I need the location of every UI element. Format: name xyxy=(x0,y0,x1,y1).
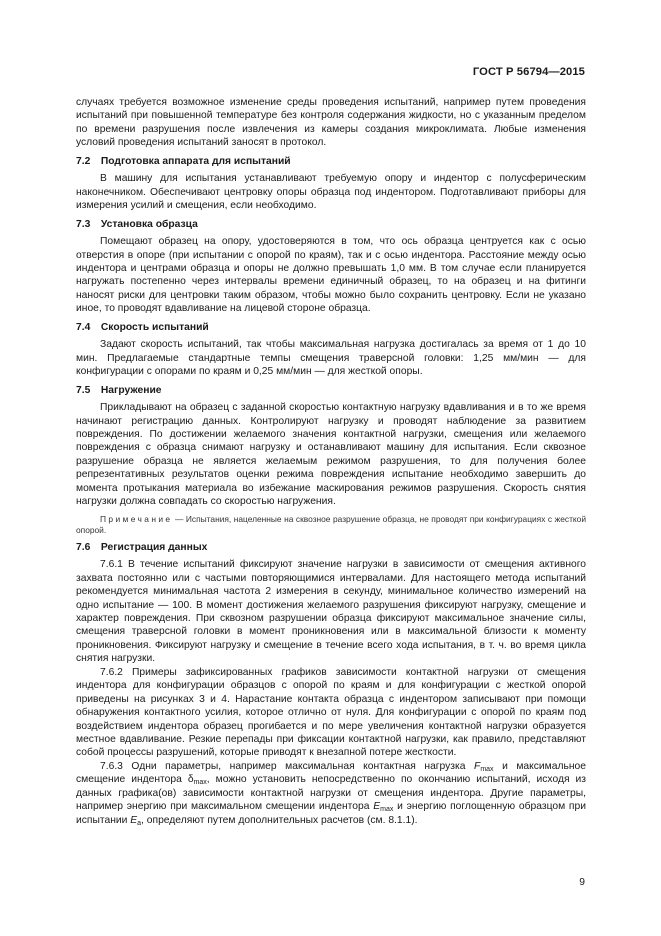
section-7-3-paragraph: Помещают образец на опору, удостоверяются в том, что ось образца центруется как с осью отверстия в опоре (при испытании с опорой по краям), так и с осью индентора. Расстояние между осью индентора и центрами образца и опоры не должно превышать 1,0 мм. В том случае если планируется нагружать постепенно через интервалы времени единичный образец, то на образец и на фитинги наносят риски для центровки таким образом, чтобы можно было сохранить центровку. Если не указано иное, то проводят вдавливание на лицевой стороне образца. xyxy=(76,236,586,315)
note-label: Примечание xyxy=(100,513,173,524)
section-title: Нагружение xyxy=(100,384,162,396)
page-content xyxy=(76,96,586,827)
document-header: ГОСТ Р 56794—2015 xyxy=(472,66,585,78)
section-number: 7.3 xyxy=(76,218,91,230)
section-7-2-paragraph: В машину для испытания устанавливают требуемую опору и индентор с полусферическим наконечником. Обеспечивают центровку опоры образца под индентором. Подготавливают приборы для измерения усилий и смещения, если необходимо. xyxy=(76,173,586,212)
subscript: max xyxy=(193,779,207,787)
section-7-5-heading xyxy=(76,384,586,397)
section-number: 7.6 xyxy=(76,541,91,553)
section-7-6-3-paragraph xyxy=(76,760,586,827)
section-number: 7.2 xyxy=(76,155,91,167)
section-7-6-1-paragraph: 7.6.1 В течение испытаний фиксируют значение нагрузки в зависимости от смещения активного захвата постоянно или с частыми повторяющимися интервалами. Для настоящего метода испытаний рекомендуется минимальная частота 2 измерения в секунду, минимальное количество измерений на одно испытание — 100. В момент достижения желаемого разрушения фиксируют нагрузку, смещение и характер повреждения. При сквозном разрушении образца фиксируют максимальное значение силы, смещения траверсной головки в момент проникновения или в максимальной близости к моменту проникновения. Фиксируют нагрузку и смещение в течение всего хода испытания, в т. ч. во время цикла снятия нагрузки. xyxy=(76,559,586,665)
text-run: и энергию поглощенную образцом при испытании xyxy=(76,801,586,826)
symbol-e: E xyxy=(373,801,381,813)
section-7-6-heading xyxy=(76,541,586,554)
section-title: Установка образца xyxy=(100,218,198,230)
section-7-4-paragraph: Задают скорость испытаний, так чтобы максимальная нагрузка достигалась за время от 1 до 10 мин. Предлагаемые стандартные темпы смещения траверсной головки: 1,25 мм/мин — для конфигурации с опорами по краям и 0,25 мм/мин — для жесткой опоры. xyxy=(76,339,586,378)
note xyxy=(76,514,586,536)
section-7-5-paragraph: Прикладывают на образец с заданной скоростью контактную нагрузку вдавливания и в то же время начинают регистрацию данных. Контролируют нагрузку и проводят наблюдение за развитием повреждения. По достижении желаемого значения контактной нагрузки, смещения или желаемого повреждения с образца снимают нагрузку и останавливают машину для испытания. Если сквозное разрушение образца не является желаемым режимом разрушения, то для получения более репрезентативных результатов оценки режима повреждения испытание необходимо завершить до момента протыкания материала во избежание маскирования режимов разрушения. Скорость снятия нагрузки должна совпадать со скоростью нагружения. xyxy=(76,402,586,508)
subscript: max xyxy=(380,806,394,814)
section-7-3-heading xyxy=(76,218,586,231)
symbol-e-a: E xyxy=(130,814,138,826)
section-number: 7.5 xyxy=(76,384,91,396)
section-7-4-heading xyxy=(76,321,586,334)
page-number: 9 xyxy=(579,877,585,888)
symbol-f: F xyxy=(474,760,481,772)
text-run: , определяют путем дополнительных расчетов (см. 8.1.1). xyxy=(141,814,418,826)
section-title: Скорость испытаний xyxy=(100,321,209,333)
text-run: и максимальное смещение индентора xyxy=(76,760,586,786)
note-text: — Испытания, нацеленные на сквозное разрушение образца, не проводят при конфигурациях с жесткой опорой. xyxy=(76,513,587,535)
text-run: 7.6.3 Одни параметры, например максимальная контактная нагрузка xyxy=(100,760,475,772)
section-title: Регистрация данных xyxy=(100,541,208,553)
text-run: , можно установить непосредственно по окончанию испытаний, исходя из данных графика(ов) зависимости контактной нагрузки от смещения индентора. Другие параметры, например энергию при максимальном смещении индентора xyxy=(76,774,586,813)
intro-paragraph: случаях требуется возможное изменение среды проведения испытаний, например путем проведения испытаний при повышенной температуре без контроля содержания жидкости, но с указанным пределом по времени разрушения после извлечения из камеры создания микроклимата. Любые изменения условий проведения испытаний заносят в протокол. xyxy=(76,97,586,149)
section-title: Подготовка аппарата для испытаний xyxy=(100,155,291,167)
subscript: a xyxy=(137,819,142,827)
section-7-2-heading xyxy=(76,155,586,168)
subscript: max xyxy=(480,765,494,773)
section-number: 7.4 xyxy=(76,321,91,333)
section-7-6-2-paragraph: 7.6.2 Примеры зафиксированных графиков зависимости контактной нагрузки от смещения индентора для конфигурации образцов с опорой по краям и для конфигурации с жесткой опорой приведены на рисунках 3 и 4. Нарастание контакта образца с индентором записывают при помощи обнаружения контактного усилия, которое отлично от нуля. Для конфигурации с опорой по краям под воздействием индентора образец прогибается и по мере увеличения контактной нагрузки образуется местное вдавливание. Резкие перепады при фиксации контактной нагрузки, как правило, представляют собой процессы разрушений, которые приводят к внезапной потере жесткости. xyxy=(76,666,586,759)
symbol-delta: δ xyxy=(187,774,194,786)
